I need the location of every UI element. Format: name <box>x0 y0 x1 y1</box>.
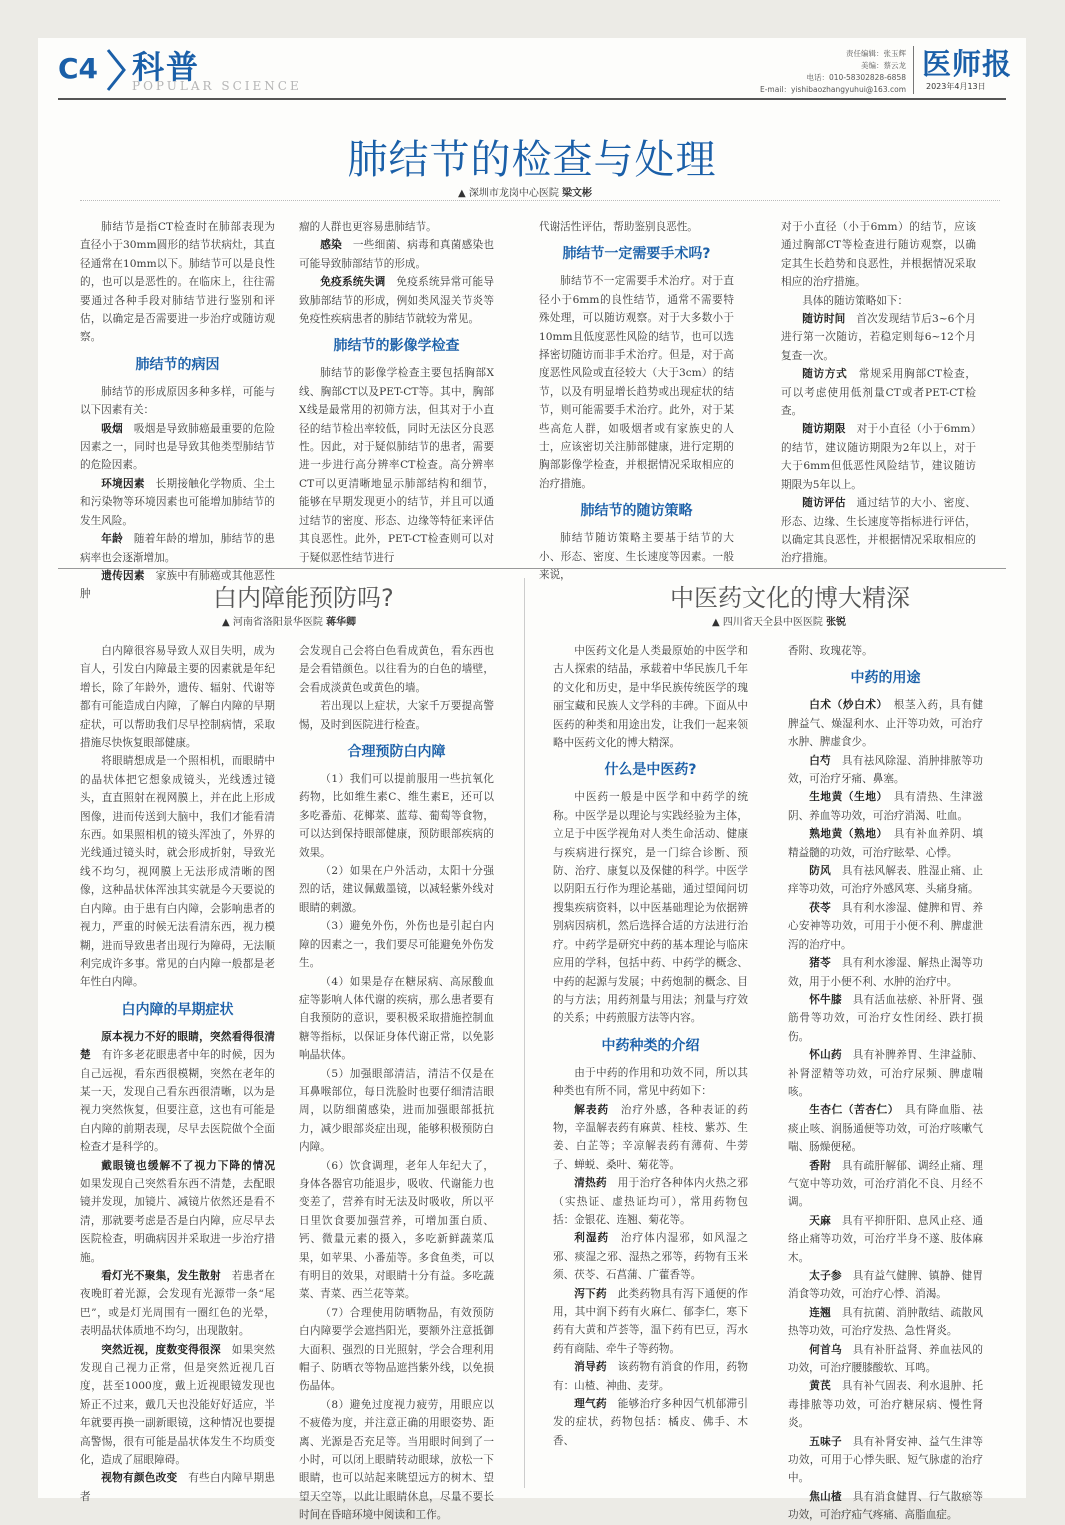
paragraph <box>788 1157 983 1212</box>
paragraph-text: 吸烟是导致肺癌最重要的危险因素之一，同时也是导致其他类型肺结节的危险因素。 <box>80 422 276 472</box>
paragraph-text: 具有平抑肝阳、息风止痉、通络止痛等功效，可治疗半身不遂、肢体麻木。 <box>788 1214 984 1264</box>
subheading: 肺结节的随访策略 <box>580 503 693 520</box>
paragraph-text: 肺结节随访策略主要基于结节的大小、形态、密度、生长速度等因素。一般来说， <box>539 532 734 582</box>
paragraph <box>80 530 275 567</box>
paragraph-text: 将眼睛想成是一个照相机，而眼睛中的晶状体把它想象成镜头，光线透过镜头，直直照射在视网膜上，并在此上形成图像，进而传送到大脑中，我们才能看清东西。如果照相机的镜头浑浊了，外界的光线通过镜头时，就会形成折射，导致光线不均匀，视网膜上无法形成清晰的图像，这种晶状体浑浊其实就是今天要说的白内障。由于患有白内障，会影响患者的视力，严重的时候无法看清东西，视力模糊，进而导致患者出现行为障碍，无法顺利完成许多事。常见的白内障一般都是老年性白内障。 <box>80 755 275 989</box>
paragraph-text: 具有补气固表、利水退肿、托毒排脓等功效，可治疗糖尿病、慢性肾炎。 <box>788 1380 984 1430</box>
subheading: 肺结节的病因 <box>135 356 220 373</box>
paragraph <box>299 236 494 273</box>
paragraph <box>553 1174 748 1229</box>
paragraph-text: 具有补肾安神、益气生津等功效，可用于心悸失眠、短气脉虚的治疗中。 <box>788 1435 984 1485</box>
paragraph <box>553 1229 748 1284</box>
paragraph <box>788 1046 983 1101</box>
paragraph <box>553 1358 748 1395</box>
paragraph-text: 具有补肝益肾、养血祛风的功效，可治疗腰膝酸软、耳鸣。 <box>788 1343 984 1375</box>
keyword: 清热药 <box>574 1177 607 1190</box>
paragraph <box>788 1377 983 1432</box>
paragraph-text: 肺结节的影像学检查主要包括胸部X线、胸部CT以及PET-CT等。其中，胸部X线是最常用的初筛方法，但其对于小直径的结节检出率较低，同时无法区分良恶性。因此，对于疑似肺结节的患者，需要进一步进行高分辨率CT检查。高分辨率CT可以更清晰地显示肺部结构和细节，能够在早期发现更小的结节，并且可以通过结节的密度、形态、边缘等特征来评估其良恶性。此外，PET-CT检查则可以对于疑似恶性结节进行 <box>299 367 494 564</box>
paragraph-text: 长期接触化学物质、尘土和污染物等环境因素也可能增加肺结节的发生风险。 <box>80 477 276 527</box>
paragraph-text: 中医药一般是中医学和中药学的统称。中医学是以理论与实践经验为主体，立足于中医学视角对人类生命活动、健康与疾病进行探究，是一门综合诊断、预防、治疗、康复以及保健的科学。中医学以阴阳五行作为理论基础，通过望闻问切搜集疾病资料，以中医基础理论为依据辨别病因病机，然后选择合适的方法进行治疗。中药学是研究中药的基本理论与临床应用的学科，包括中药、中药学的概念、中药的起源与发展；中药炮制的概念、目的与方法；用药剂量与用法；剂量与疗效的关系；中药煎服方法等内容。 <box>553 791 748 1025</box>
triangle-icon: ▲ <box>222 617 233 628</box>
keyword: 免疫系统失调 <box>320 276 386 289</box>
article3-col2 <box>788 642 983 1525</box>
paragraph-text: 具有降血脂、祛痰止咳、润肠通便等功效，可治疗咳嗽气喘、肠燥便秘。 <box>788 1104 983 1154</box>
paragraph-text: 具有利水渗湿、健脾和胃、养心安神等功效，可用于小便不利、脾虚泄泻的治疗中。 <box>788 901 984 951</box>
section-subtitle: POPULAR SCIENCE <box>132 79 302 93</box>
keyword: 黄芪 <box>809 1380 831 1393</box>
masthead-logo: 医师报 <box>922 47 1013 81</box>
paragraph-text: 具有抗菌、消肿散结、疏散风热等功效，可治疗发热、急性肾炎。 <box>788 1306 984 1338</box>
paragraph <box>788 1304 983 1341</box>
paragraph-text: 具有益气健脾、镇静、健胃消食等功效，可治疗心悸、消渴。 <box>788 1270 984 1301</box>
paragraph-text: 具有活血祛瘀、补肝肾、强筋骨等功效，可治疗女性闭经、跌打损伤。 <box>788 993 984 1043</box>
subheading: 白内障的早期症状 <box>121 1001 234 1018</box>
paragraph <box>781 420 976 494</box>
paragraph-text: 具有消食健胃、行气散瘀等功效，可治疗疝气疼痛、高脂血症。 <box>788 1490 984 1522</box>
author-name: 张锐 <box>826 617 847 628</box>
paragraph <box>539 218 734 236</box>
paragraph <box>788 1433 983 1488</box>
paragraph <box>80 1028 275 1157</box>
subheading: 什么是中医药? <box>604 762 697 779</box>
keyword: 感染 <box>320 239 342 252</box>
paragraph-text: （3）避免外伤，外伤也是引起白内障的因素之一，我们要尽可能避免外伤发生。 <box>299 920 494 970</box>
article2-col1 <box>80 642 275 1506</box>
keyword: 戴眼镜也缓解不了视力下降的情况 <box>101 1159 275 1172</box>
paragraph <box>788 991 983 1046</box>
paragraph <box>299 1065 494 1157</box>
keyword: 利湿药 <box>574 1232 610 1245</box>
paragraph-text: 首次发现结节后3~6个月进行第一次随访，若稳定则每6~12个月复查一次。 <box>781 313 977 362</box>
header-rule <box>58 98 1006 100</box>
paragraph-text: （7）合理使用防晒物品，有效预防白内障要学会遮挡阳光，要额外注意抵御大面积、强烈的日光照射，学会合理利用帽子、防晒衣等物品遮挡紫外线，以免损伤晶体。 <box>299 1306 494 1393</box>
paragraph-text: 具有祛风除湿、消肿排脓等功效，可治疗牙痛、鼻塞。 <box>788 754 984 786</box>
paragraph <box>80 1157 275 1267</box>
paragraph-text: 肺结节不一定需要手术治疗。对于直径小于6mm的良性结节，通常不需要特殊处理，可以随访观察。对于大多数小于10mm且低度恶性风险的结节，也可以选择密切随访而非手术治疗。但是，对于高度恶性风险或直径较大（大于3cm）的结节，以及有明显增长趋势或出现症状的结节，则可能需要手术治疗。此外，对于某些高危人群，如吸烟者或有家族史的人士，应该密切关注肺部健康，进行定期的胸部影像学检查，并根据情况采取相应的治疗措施。 <box>539 275 734 490</box>
keyword: 随访时间 <box>802 313 846 326</box>
keyword: 吸烟 <box>101 422 123 435</box>
paragraph-text: 具体的随访策略如下： <box>802 294 909 307</box>
author-name: 梁文彬 <box>562 188 593 199</box>
section-divider <box>58 568 1006 569</box>
paragraph <box>299 973 494 1065</box>
newspaper-page <box>38 38 1026 1522</box>
paragraph <box>553 1285 748 1359</box>
paragraph <box>788 1212 983 1267</box>
paragraph <box>299 273 494 328</box>
paragraph <box>299 770 494 862</box>
keyword: 太子参 <box>809 1270 842 1282</box>
paragraph <box>553 642 748 752</box>
article-byline <box>222 613 356 628</box>
paragraph-text: 通过结节的大小、密度、形态、边缘、生长速度等指标进行评估，以确定其良恶性，并根据情况采取相应的治疗措施。 <box>781 497 977 565</box>
paragraph <box>80 1469 275 1506</box>
keyword: 怀牛膝 <box>809 993 842 1006</box>
keyword: 猪苓 <box>809 957 831 970</box>
paragraph-text: 家族中有肺癌或其他恶性肿 <box>80 569 276 601</box>
keyword: 茯苓 <box>809 901 831 914</box>
paragraph-text: 若患者在夜晚盯着光源，会发现有光源带一条“尾巴”，或是灯光周围有一圈红色的光晕，表明晶状体质地不均匀，出现散射。 <box>80 1270 276 1338</box>
article1-col3 <box>539 218 734 585</box>
subheading: 中药种类的介绍 <box>601 1037 700 1054</box>
keyword: 白术（炒白术） <box>809 699 883 712</box>
paragraph-text: 有些白内障早期患者 <box>80 1472 276 1503</box>
paragraph <box>788 899 983 954</box>
paragraph <box>299 1396 494 1525</box>
paragraph <box>539 529 734 584</box>
paragraph-text: 代谢活性评估，帮助鉴别良恶性。 <box>539 221 698 233</box>
article1-col2 <box>299 218 494 567</box>
keyword: 年龄 <box>101 533 123 546</box>
article-title: 白内障能预防吗? <box>213 584 394 612</box>
credit-line: 电话：010-58302828-6858 <box>806 73 906 82</box>
keyword: 视物有颜色改变 <box>101 1472 178 1485</box>
paragraph <box>80 383 275 420</box>
keyword: 熟地黄（熟地） <box>809 828 883 841</box>
paragraph-text: 如果突然发现自己视力正常，但是突然近视几百度，甚至1000度，戴上近视眼镜发现也矫正不过来，戴几天也没能好好适应，半年就要再换一副新眼镜，这种情况也要提高警惕，很有可能是晶状体发生不均质变化，造成了屈眼障碍。 <box>80 1343 276 1467</box>
keyword: 环境因素 <box>101 477 145 490</box>
paragraph <box>788 788 983 825</box>
paragraph-text: 如果发现自己突然看东西不清楚，去配眼镜并发现，加镜片、减镜片依然还是看不清，那就要考虑是否是白内障，应尽早去医院检查，明确病因并采取进一步治疗措施。 <box>80 1177 275 1264</box>
paragraph-text: （5）加强眼部清洁，清洁不仅是在耳鼻喉部位，每日洗脸时也要仔细清洁眼周，以防细菌感染，进而加强眼部抵抗力，减少眼部炎症出现，能够积极预防白内障。 <box>299 1067 494 1154</box>
paragraph <box>788 1101 983 1156</box>
paragraph <box>788 825 983 862</box>
keyword: 五味子 <box>809 1435 842 1448</box>
paragraph <box>80 218 275 347</box>
subheading: 肺结节一定需要手术吗? <box>562 246 711 263</box>
paragraph-text: 治疗外感，各种表证的药物，辛温解表药有麻黄、桂枝、紫苏、生姜、白芷等；辛凉解表药有薄荷、牛蒡子、蝉蜕、桑叶、菊花等。 <box>553 1103 749 1171</box>
chevron-right-icon <box>104 48 128 92</box>
paragraph-text: 能够治疗多种因气机郁滞引发的症状，药物包括：橘皮、佛手、木香、 <box>553 1398 749 1447</box>
paragraph-text: 白内障很容易导致人双目失明，成为盲人，引发白内障最主要的因素就是年纪增长，除了年龄外，遗传、辐射、代谢等都有可能造成白内障，了解白内障的早期症状，可以帮助我们尽早控制病情，采取措施尽快恢复眼部健康。 <box>80 645 275 750</box>
keyword: 焦山楂 <box>809 1490 842 1503</box>
paragraph <box>788 1267 983 1304</box>
paragraph-text: （1）我们可以提前服用一些抗氧化药物，比如维生素C、维生素E，还可以多吃番茄、花椰菜、蓝莓、葡萄等食物，可以达到保持眼部健康，预防眼部疾病的效果。 <box>299 773 494 859</box>
paragraph <box>788 1341 983 1378</box>
keyword: 消导药 <box>574 1361 607 1374</box>
paragraph <box>553 788 748 1027</box>
paragraph-text: （8）避免过度视力疲劳，用眼应以不疲倦为度，并注意正确的用眼姿势、距离、光源是否充足等。当用眼时间到了一小时，可以闭上眼睛转动眼球，放松一下眼睛，也可以站起来眺望远方的树木、望望天空等，以此让眼睛休息，尽量不要长时间在昏暗环境中阅读和工作。 <box>299 1398 494 1522</box>
paragraph-text: 具有疏肝解郁、调经止痛、理气宽中等功效，可治疗消化不良、月经不调。 <box>788 1159 984 1209</box>
paragraph <box>299 917 494 972</box>
keyword: 突然近视，度数变得很深 <box>101 1343 221 1356</box>
paragraph-text: 有许多老花眼患者中年的时候，因为自己远视，看东西很模糊，突然在老年的某一天，发现自己看东西很清晰，以为是视力突然恢复，但要注意，这也有可能是白内障的前期表现，尽早去医院做个全面检查才是科学的。 <box>80 1049 276 1154</box>
paragraph <box>80 642 275 752</box>
paragraph-text: 肺结节的形成原因多种多样，可能与以下因素有关： <box>80 385 275 417</box>
paragraph-text: 对于小直径（小于6mm）的结节，建议随访期限为2年以上，对于大于6mm但低恶性风险结节，建议随访期限为5年以上。 <box>781 423 977 491</box>
paragraph-text: 瘤的人群也更容易患肺结节。 <box>299 221 437 233</box>
paragraph-text: 具有清热、生津滋阴、养血等功效，可治疗消渴、吐血。 <box>788 791 983 822</box>
keyword: 原本视力不好的眼睛，突然看得很清楚 <box>80 1030 275 1062</box>
paragraph-text: 具有补脾养胃、生津益肺、补肾涩精等功效，可治疗尿频、脾虚喘咳。 <box>788 1049 984 1098</box>
paragraph-text: 香附、玫瑰花等。 <box>788 645 873 657</box>
keyword: 怀山药 <box>809 1049 842 1062</box>
credit-line: 责任编辑：张玉辉 <box>846 49 906 58</box>
paragraph-text: 具有祛风解表、胜湿止痛、止痒等功效，可治疗外感风寒、头痛身痛。 <box>788 865 984 896</box>
header-divider <box>913 46 914 94</box>
paragraph-text: 随着年龄的增加，肺结节的患病率也会逐渐增加。 <box>80 533 276 564</box>
subheading: 合理预防白内障 <box>347 744 446 761</box>
paragraph <box>299 218 494 236</box>
paragraph <box>553 1064 748 1101</box>
paragraph <box>80 1267 275 1341</box>
keyword: 理气药 <box>574 1398 607 1411</box>
article-byline <box>458 184 592 199</box>
paragraph-text: 若出现以上症状，大家千万要提高警惕，及时到医院进行检查。 <box>299 700 494 731</box>
article-byline <box>712 613 846 628</box>
author-org: 深圳市龙岗中心医院 <box>468 188 559 199</box>
paragraph <box>781 292 976 310</box>
section-title: 科普 <box>132 48 201 86</box>
keyword: 泻下药 <box>574 1287 607 1300</box>
paragraph <box>299 1304 494 1396</box>
paragraph <box>80 1341 275 1470</box>
paragraph <box>788 1488 983 1525</box>
keyword: 随访评估 <box>802 497 846 510</box>
keyword: 随访方式 <box>802 368 848 381</box>
article-title: 中医药文化的博大精深 <box>670 584 910 612</box>
paragraph-text: 对于小直径（小于6mm）的结节，应该通过胸部CT等检查进行随访观察，以确定其生长趋势和良恶性，并根据情况采取相应的治疗措施。 <box>781 221 976 289</box>
paragraph <box>788 752 983 789</box>
paragraph-text: 用于治疗各种体内火热之邪（实热证、虚热证均可），常用药物包括：金银花、连翘、菊花等。 <box>553 1177 749 1226</box>
credit-line: 美编：蔡云龙 <box>861 61 906 70</box>
paragraph <box>781 218 976 292</box>
paragraph-text: 常规采用胸部CT检查，可以考虑使用低剂量CT或者PET-CT检查。 <box>781 368 977 418</box>
keyword: 生杏仁（苦杏仁） <box>809 1104 894 1117</box>
keyword: 连翘 <box>809 1306 831 1319</box>
triangle-icon: ▲ <box>712 617 723 628</box>
paragraph <box>80 752 275 991</box>
keyword: 何首乌 <box>809 1343 842 1356</box>
paragraph <box>788 954 983 991</box>
paragraph-text: 具有补血养阴、填精益髓的功效，可治疗眩晕、心悸。 <box>788 828 983 859</box>
subheading: 中药的用途 <box>850 670 921 687</box>
paragraph <box>299 364 494 566</box>
author-name: 蒋华卿 <box>326 617 357 628</box>
paragraph-text: 具有利水渗湿、解热止渴等功效，用于小便不利、水肿的治疗中。 <box>788 957 984 988</box>
keyword: 防风 <box>809 865 831 878</box>
paragraph <box>299 697 494 734</box>
paragraph-text: （6）饮食调理，老年人年纪大了，身体各器官功能退步，吸收、代谢能力也变差了，营养有时无法及时吸收，所以平日里饮食要加强营养，可增加蛋白质、钙、微量元素的摄入，多吃新鲜蔬菜瓜果，如苹果、小番茄等。多食鱼类，可以有明目的效果，对眼睛十分有益。多吃蔬菜、青菜、西兰花等菜。 <box>299 1159 494 1301</box>
paragraph <box>553 1395 748 1450</box>
paragraph <box>299 1157 494 1304</box>
paragraph <box>539 272 734 493</box>
keyword: 看灯光不聚集，发生散射 <box>101 1270 221 1282</box>
paragraph <box>781 365 976 420</box>
issue-date: 2023年4月13日 <box>926 82 986 91</box>
paragraph-text: 根茎入药，具有健脾益气、燥湿利水、止汗等功效，可治疗水肿、脾虚食少。 <box>788 699 983 749</box>
paragraph-text: 此类药物具有泻下通便的作用，其中润下药有火麻仁、郁李仁，寒下药有大黄和芦荟等，温下药有巴豆，泻水药有商陆、牵牛子等药物。 <box>553 1287 749 1355</box>
paragraph-text: 肺结节是指CT检查时在肺部表现为直径小于30mm圆形的结节状病灶，其直径通常在10mm以下。肺结节可以是良性的，也可以是恶性的。在临床上，往往需要通过各种手段对肺结节进行鉴别和评估，以确定是否需要进一步治疗或随访观察。 <box>80 221 275 344</box>
keyword: 遗传因素 <box>101 569 145 582</box>
paragraph <box>781 310 976 365</box>
triangle-icon: ▲ <box>458 188 469 199</box>
keyword: 香附 <box>809 1159 831 1172</box>
article3-col1 <box>553 642 748 1450</box>
divider <box>80 200 1000 201</box>
paragraph <box>299 862 494 917</box>
editor-credits <box>760 48 906 96</box>
paragraph-text: （4）如果是存在糖尿病、高尿酸血症等影响人体代谢的疾病，那么患者要有自我预防的意识，要积极采取措施控制血糖等指标，以保证身体代谢正常，以免影响晶状体。 <box>299 975 494 1062</box>
article2-col2 <box>299 642 494 1525</box>
credit-line: E-mail：yishibaozhangyuhui@163.com <box>759 85 906 94</box>
author-org: 河南省洛阳景华医院 <box>232 617 323 628</box>
paragraph-text: 会发现自己会将白色看成黄色，看东西也是会看错颜色。以往看为的白色的墙壁，会看成淡黄色或黄色的墙。 <box>299 645 494 694</box>
paragraph <box>299 642 494 697</box>
paragraph <box>80 475 275 530</box>
column-rule <box>524 578 525 1488</box>
paragraph <box>781 494 976 568</box>
paragraph-text: 免疫系统异常可能导致肺部结节的形成，例如类风湿关节炎等免疫性疾病患者的肺结节就较为常见。 <box>299 276 495 326</box>
article1-col1 <box>80 218 275 604</box>
article1-col4 <box>781 218 976 568</box>
article-title: 肺结节的检查与处理 <box>347 137 717 183</box>
keyword: 解表药 <box>574 1103 610 1116</box>
paragraph-text: 一些细菌、病毒和真菌感染也可能导致肺部结节的形成。 <box>299 239 495 270</box>
author-org: 四川省天全县中医医院 <box>722 617 823 628</box>
keyword: 天麻 <box>809 1214 831 1227</box>
page-number: C4 <box>58 52 99 85</box>
paragraph-text: （2）如果在户外活动，太阳十分强烈的话，建议佩戴墨镜，以减轻紫外线对眼睛的刺激。 <box>299 865 494 914</box>
keyword: 白芍 <box>809 754 831 767</box>
paragraph <box>788 862 983 899</box>
paragraph-text: 治疗体内湿邪，如风湿之邪、痰湿之邪、湿热之邪等，药物有玉米须、茯苓、石菖蒲、广藿香等。 <box>553 1232 749 1282</box>
paragraph-text: 中医药文化是人类最原始的中医学和古人探索的结晶，承载着中华民族几千年的文化和历史，是中华民族传统医学的瑰丽宝藏和民族人文学科的丰碑。下面从中医药的种类和用途出发，让我们一起来领略中医药文化的博大精深。 <box>553 645 748 750</box>
paragraph-text: 由于中药的作用和功效不同，所以其种类也有所不同，常见中药如下： <box>553 1066 748 1098</box>
paragraph <box>80 420 275 475</box>
paragraph <box>788 696 983 751</box>
keyword: 生地黄（生地） <box>809 791 883 804</box>
keyword: 随访期限 <box>802 423 846 436</box>
paragraph <box>788 642 983 660</box>
subheading: 肺结节的影像学检查 <box>333 338 460 355</box>
paragraph <box>553 1101 748 1175</box>
paragraph-text: 该药物有消食的作用，药物有：山楂、神曲、麦芽。 <box>553 1361 749 1392</box>
